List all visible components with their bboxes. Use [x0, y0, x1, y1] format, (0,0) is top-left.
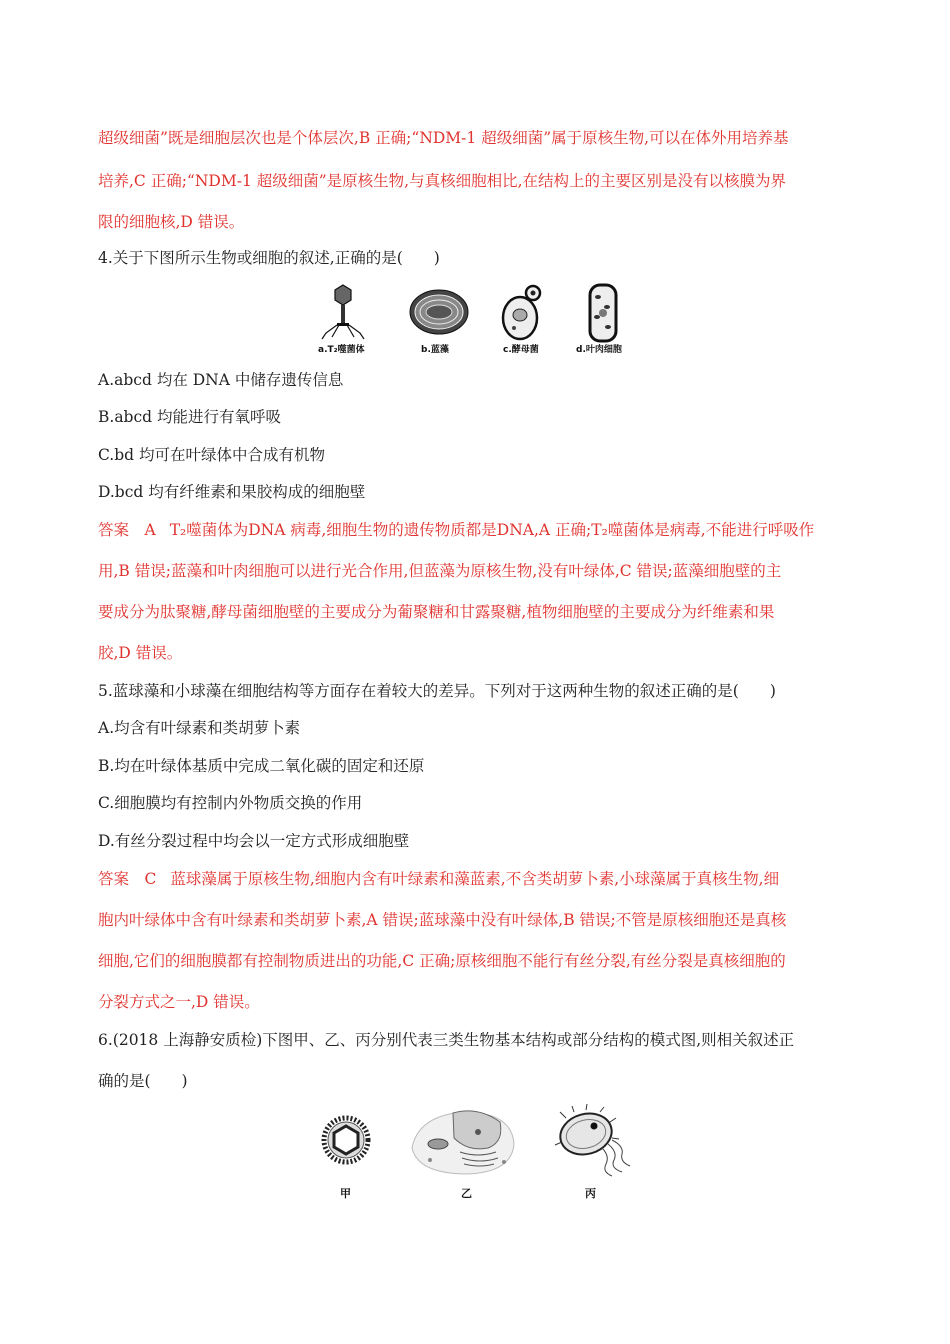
q4-option-c: C.bd 均可在叶绿体中合成有机物 [98, 446, 326, 464]
q3-answer-line-1: 超级细菌”既是细胞层次也是个体层次,B 正确;“NDM-1 超级细菌”属于原核生物,可以在体外用培养基 [98, 129, 789, 147]
figure-label-jia: 甲 [340, 1187, 351, 1200]
q3-answer-line-3: 限的细胞核,D 错误。 [98, 213, 245, 231]
q4-stem: 4.关于下图所示生物或细胞的叙述,正确的是( ) [98, 249, 440, 267]
q4-option-b: B.abcd 均能进行有氧呼吸 [98, 408, 282, 426]
q4-answer-text: T₂噬菌体为DNA 病毒,细胞生物的遗传物质都是DNA,A 正确;T₂噬菌体是病毒,不能进行呼吸作 [169, 521, 815, 539]
virus-illustration [316, 1110, 376, 1170]
figure-label-b: b.蓝藻 [421, 345, 449, 355]
q4-answer-label: 答案 A [98, 521, 156, 539]
eukaryotic-cell-illustration [408, 1108, 518, 1176]
q5-answer-line-1 [98, 869, 779, 889]
q3-answer-line-2: 培养,C 正确;“NDM-1 超级细菌”是原核生物,与真核细胞相比,在结构上的主要区别是没有以核膜为界 [98, 172, 787, 190]
cyanobacteria-illustration [408, 288, 470, 336]
q4-option-d: D.bcd 均有纤维素和果胶构成的细胞壁 [98, 483, 366, 501]
mesophyll-cell-illustration [588, 283, 618, 343]
figure-label-d: d.叶肉细胞 [576, 345, 622, 355]
q5-option-b: B.均在叶绿体基质中完成二氧化碳的固定和还原 [98, 757, 425, 775]
figure-label-bing: 丙 [585, 1187, 596, 1200]
figure-label-c: c.酵母菌 [503, 345, 539, 355]
q5-answer-line-2: 胞内叶绿体中含有叶绿素和类胡萝卜素,A 错误;蓝球藻中没有叶绿体,B 错误;不管是原核细胞还是真核 [98, 911, 787, 929]
q5-option-d: D.有丝分裂过程中均会以一定方式形成细胞壁 [98, 832, 410, 850]
q5-answer-line-3: 细胞,它们的细胞膜都有控制物质进出的功能,C 正确;原核细胞不能行有丝分裂,有丝分裂是真核细胞的 [98, 952, 786, 970]
q5-answer-label: 答案 C [98, 870, 157, 888]
t2-phage-illustration [318, 283, 368, 341]
yeast-illustration [500, 282, 546, 342]
q4-answer-line-4: 胶,D 错误。 [98, 644, 183, 662]
q5-option-c: C.细胞膜均有控制内外物质交换的作用 [98, 794, 363, 812]
figure-label-a: a.T₂噬菌体 [318, 345, 365, 355]
q4-answer-line-2: 用,B 错误;蓝藻和叶肉细胞可以进行光合作用,但蓝藻为原核生物,没有叶绿体,C 错误;蓝藻细胞壁的主 [98, 562, 782, 580]
q5-answer-line-4: 分裂方式之一,D 错误。 [98, 993, 260, 1011]
bacterium-illustration [552, 1106, 632, 1178]
q6-stem-line-1: 6.(2018 上海静安质检)下图甲、乙、丙分别代表三类生物基本结构或部分结构的模式图,则相关叙述正 [98, 1031, 795, 1049]
figure-label-yi: 乙 [461, 1187, 472, 1200]
q4-answer-line-1 [98, 520, 814, 540]
q5-stem: 5.蓝球藻和小球藻在细胞结构等方面存在着较大的差异。下列对于这两种生物的叙述正确的是( ) [98, 682, 776, 700]
q5-answer-text: 蓝球藻属于原核生物,细胞内含有叶绿素和藻蓝素,不含类胡萝卜素,小球藻属于真核生物,细 [170, 870, 780, 888]
q6-stem-line-2: 确的是( ) [98, 1072, 188, 1090]
q4-option-a: A.abcd 均在 DNA 中储存遗传信息 [98, 371, 344, 389]
q4-answer-line-3: 要成分为肽聚糖,酵母菌细胞壁的主要成分为葡聚糖和甘露聚糖,植物细胞壁的主要成分为纤维素和果 [98, 603, 775, 621]
q5-option-a: A.均含有叶绿素和类胡萝卜素 [98, 719, 301, 737]
